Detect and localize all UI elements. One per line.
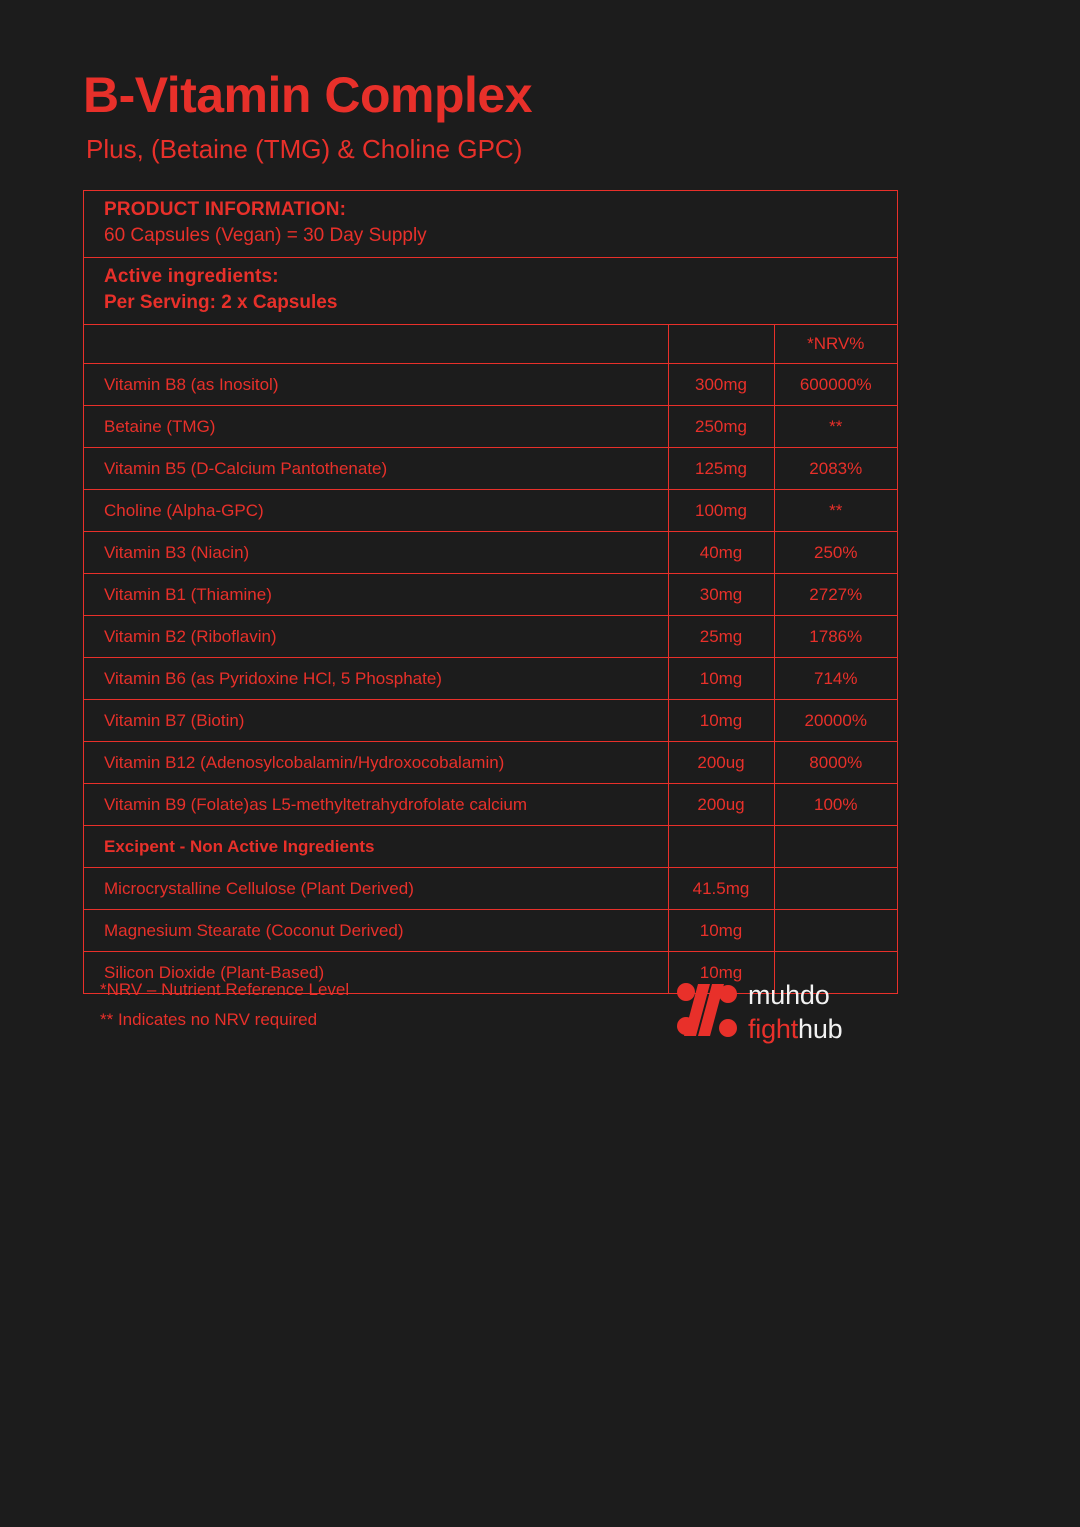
ingredient-amount: 300mg	[668, 364, 774, 406]
table-row	[84, 910, 897, 952]
ingredient-amount: 10mg	[668, 658, 774, 700]
brand-fight: fight	[748, 1014, 799, 1044]
table-row	[84, 742, 897, 784]
excipient-name: Silicon Dioxide (Plant-Based)	[84, 952, 668, 994]
table-row	[84, 700, 897, 742]
ingredient-nrv: 20000%	[774, 700, 897, 742]
ingredient-name: Vitamin B3 (Niacin)	[84, 532, 668, 574]
table-row	[84, 490, 897, 532]
ingredient-name: Vitamin B5 (D-Calcium Pantothenate)	[84, 448, 668, 490]
excipient-amount: 10mg	[668, 910, 774, 952]
product-information-detail: 60 Capsules (Vegan) = 30 Day Supply	[104, 225, 427, 246]
excipient-heading: Excipent - Non Active Ingredients	[84, 826, 668, 868]
footnotes	[100, 975, 349, 1035]
page-subtitle: Plus, (Betaine (TMG) & Choline GPC)	[86, 134, 523, 164]
active-ingredients-heading: Active ingredients:	[104, 266, 279, 287]
table-row	[84, 364, 897, 406]
footnote-no-nrv: ** Indicates no NRV required	[100, 1009, 318, 1029]
table-row	[84, 784, 897, 826]
excipient-heading-row	[84, 826, 897, 868]
ingredient-nrv: 600000%	[774, 364, 897, 406]
brand-hub: hub	[798, 1014, 843, 1044]
page-title: B-Vitamin Complex	[83, 67, 532, 123]
column-header-amount	[668, 325, 774, 364]
ingredient-nrv: 8000%	[774, 742, 897, 784]
ingredient-name: Vitamin B9 (Folate)as L5-methyltetrahydrofolate calcium	[84, 784, 668, 826]
ingredient-nrv: 714%	[774, 658, 897, 700]
active-ingredients-band	[84, 258, 897, 325]
product-information-band	[84, 191, 897, 258]
ingredient-amount: 200ug	[668, 742, 774, 784]
ingredient-name: Vitamin B1 (Thiamine)	[84, 574, 668, 616]
table-row	[84, 868, 897, 910]
ingredient-amount: 250mg	[668, 406, 774, 448]
ingredient-amount: 10mg	[668, 700, 774, 742]
ingredient-amount: 200ug	[668, 784, 774, 826]
ingredient-amount: 125mg	[668, 448, 774, 490]
excipient-name: Microcrystalline Cellulose (Plant Derived)	[84, 868, 668, 910]
excipient-heading-nrv	[774, 826, 897, 868]
table-row	[84, 532, 897, 574]
excipient-name: Magnesium Stearate (Coconut Derived)	[84, 910, 668, 952]
footnote-nrv: *NRV – Nutrient Reference Level	[100, 980, 350, 999]
brand-logo	[676, 976, 906, 1048]
ingredient-nrv: 1786%	[774, 616, 897, 658]
ingredient-nrv: 2083%	[774, 448, 897, 490]
table-row	[84, 448, 897, 490]
table-row	[84, 616, 897, 658]
ingredient-nrv: 2727%	[774, 574, 897, 616]
ingredient-name: Vitamin B7 (Biotin)	[84, 700, 668, 742]
brand-line-one: muhdo	[748, 980, 830, 1010]
ingredient-name: Betaine (TMG)	[84, 406, 668, 448]
excipient-nrv	[774, 910, 897, 952]
active-ingredients-serving: Per Serving: 2 x Capsules	[104, 292, 338, 313]
ingredient-name: Vitamin B6 (as Pyridoxine HCl, 5 Phosphate)	[84, 658, 668, 700]
table-row	[84, 406, 897, 448]
table-header-row	[84, 325, 897, 364]
column-header-name	[84, 325, 668, 364]
brand-wordmark	[748, 978, 843, 1046]
ingredient-nrv: **	[774, 406, 897, 448]
ingredient-name: Vitamin B2 (Riboflavin)	[84, 616, 668, 658]
table-row	[84, 658, 897, 700]
excipient-heading-amount	[668, 826, 774, 868]
excipient-amount: 10mg	[668, 952, 774, 994]
muhdo-logo-icon	[676, 980, 738, 1047]
ingredients-table	[84, 325, 897, 993]
excipient-nrv	[774, 868, 897, 910]
ingredient-name: Vitamin B12 (Adenosylcobalamin/Hydroxocobalamin)	[84, 742, 668, 784]
ingredient-name: Choline (Alpha-GPC)	[84, 490, 668, 532]
ingredient-amount: 40mg	[668, 532, 774, 574]
ingredient-nrv: 250%	[774, 532, 897, 574]
ingredient-nrv: 100%	[774, 784, 897, 826]
product-information-heading: PRODUCT INFORMATION:	[104, 199, 347, 220]
supplement-facts-panel	[83, 190, 898, 994]
table-row	[84, 574, 897, 616]
ingredient-nrv: **	[774, 490, 897, 532]
excipient-amount: 41.5mg	[668, 868, 774, 910]
ingredient-amount: 30mg	[668, 574, 774, 616]
brand-line-two	[748, 1012, 843, 1046]
ingredient-amount: 100mg	[668, 490, 774, 532]
ingredient-name: Vitamin B8 (as Inositol)	[84, 364, 668, 406]
column-header-nrv: *NRV%	[807, 334, 865, 353]
ingredient-amount: 25mg	[668, 616, 774, 658]
